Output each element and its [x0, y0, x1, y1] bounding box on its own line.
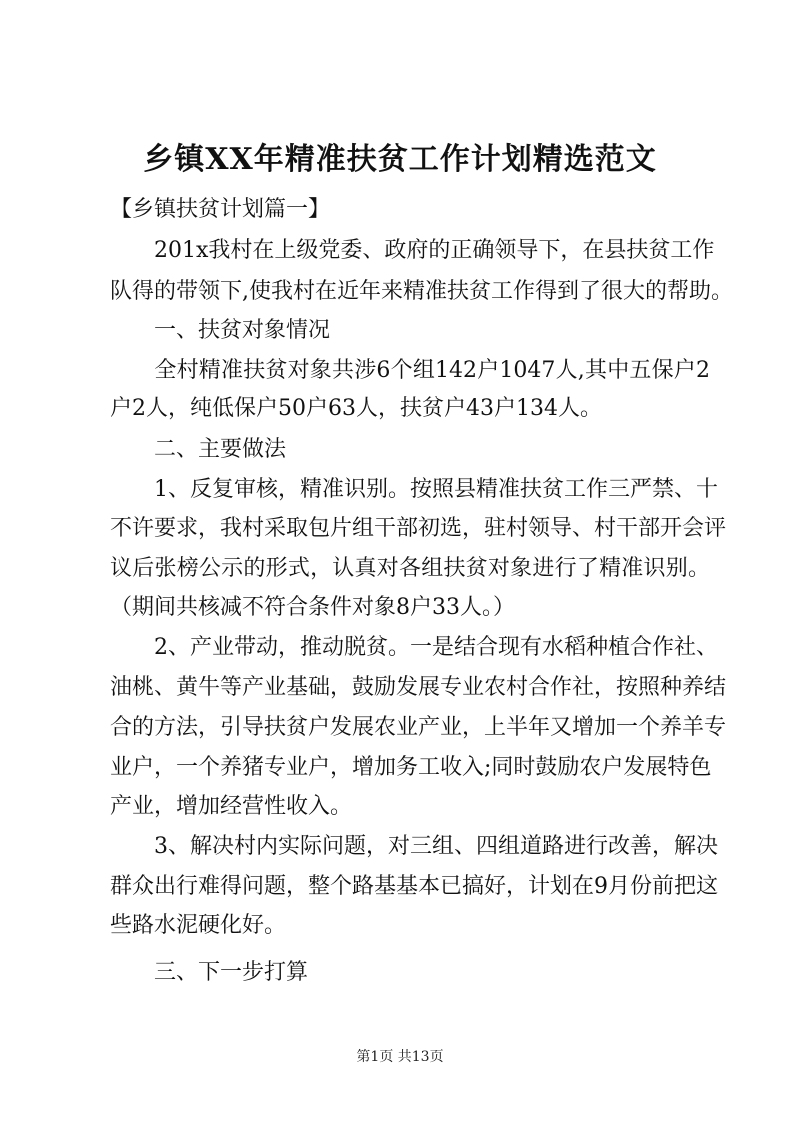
paragraph-line: 些路水泥硬化好。: [110, 913, 287, 938]
paragraph-line: 合的方法，引导扶贫户发展农业产业，上半年又增加一个养羊专: [110, 715, 727, 740]
paragraph-line: 产业，增加经营性收入。: [110, 794, 353, 819]
paragraph-line: 201x我村在上级党委、政府的正确领导下，在县扶贫工作: [110, 238, 715, 263]
paragraph-line: 2、产业带动，推动脱贫。一是结合现有水稻种植合作社、: [110, 635, 718, 660]
paragraph-line: 议后张榜公示的形式，认真对各组扶贫对象进行了精准识别。: [110, 556, 710, 581]
section-heading: 【乡镇扶贫计划篇一】: [110, 197, 331, 222]
paragraph-line: 1、反复审核，精准识别。按照县精准扶贫工作三严禁、十: [110, 477, 718, 502]
paragraph-line: 全村精准扶贫对象共涉6个组142户1047人,其中五保户2: [110, 358, 710, 383]
paragraph-line: 不许要求，我村采取包片组干部初选，驻村领导、村干部开会评: [110, 516, 727, 541]
paragraph-line: （期间共核减不符合条件对象8户33人。）: [110, 595, 515, 620]
subsection-heading: 一、扶贫对象情况: [110, 318, 331, 343]
paragraph-line: 业户，一个养猪专业户，增加务工收入;同时鼓励农户发展特色: [110, 755, 712, 780]
paragraph-line: 群众出行难得问题，整个路基基本已搞好，计划在9月份前把这: [110, 874, 718, 899]
paragraph-line: 户2人，纯低保户50户63人，扶贫户43户134人。: [110, 396, 602, 421]
paragraph-line: 油桃、黄牛等产业基础，鼓励发展专业农村合作社，按照种养结: [110, 675, 727, 700]
subsection-heading: 二、主要做法: [110, 437, 287, 462]
subsection-heading: 三、下一步打算: [110, 960, 309, 985]
page-footer: 第1页 共13页: [356, 1049, 444, 1065]
paragraph-line: 队得的带领下,使我村在近年来精准扶贫工作得到了很大的帮助。: [110, 279, 733, 304]
paragraph-line: 3、解决村内实际问题，对三组、四组道路进行改善，解决: [110, 834, 718, 859]
document-title: 乡镇XX年精准扶贫工作计划精选范文: [143, 142, 657, 177]
